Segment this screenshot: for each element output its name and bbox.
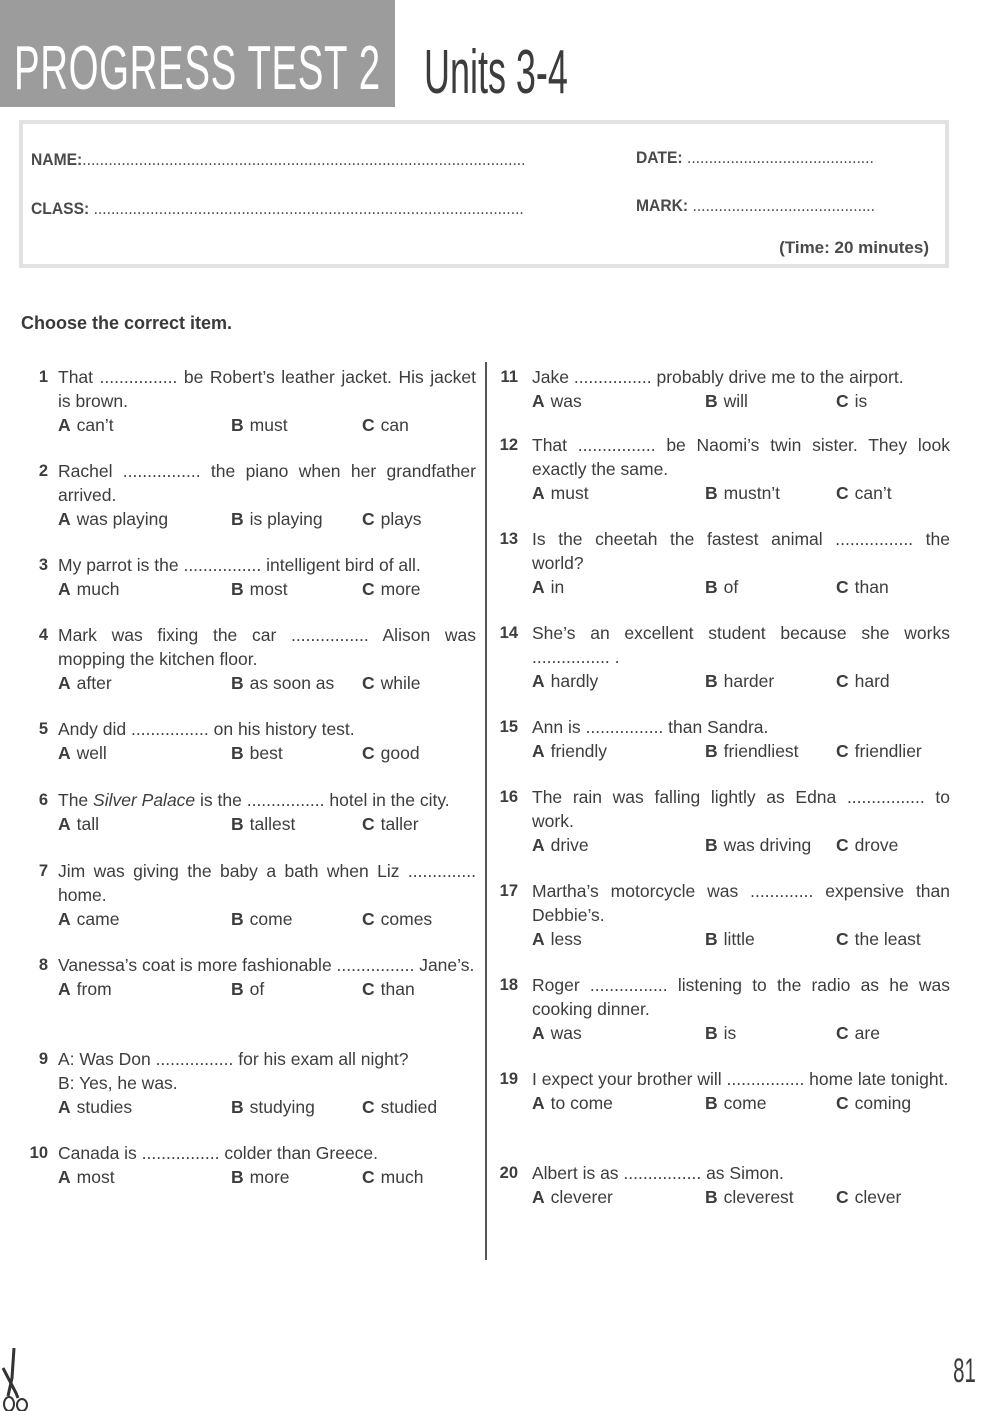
question-item bbox=[20, 953, 476, 1001]
question-item bbox=[20, 365, 476, 437]
answer-options bbox=[58, 413, 476, 437]
answer-options bbox=[532, 1091, 950, 1115]
option-letter: A bbox=[58, 673, 71, 693]
question-number: 18 bbox=[499, 976, 518, 994]
class-label: CLASS: bbox=[31, 199, 90, 218]
option-text: came bbox=[76, 909, 120, 929]
answer-options bbox=[58, 812, 476, 836]
option-text: plays bbox=[380, 509, 422, 529]
question-text-italic: Silver Palace bbox=[93, 790, 196, 810]
option-text: is bbox=[854, 391, 868, 411]
option-letter: A bbox=[532, 835, 545, 855]
option-letter: A bbox=[58, 509, 71, 529]
question-number: 10 bbox=[29, 1144, 48, 1162]
question-number: 3 bbox=[38, 556, 48, 574]
option-text: cleverest bbox=[723, 1187, 794, 1207]
option-a[interactable] bbox=[58, 977, 112, 1001]
answer-options bbox=[532, 739, 950, 763]
option-letter: B bbox=[231, 743, 244, 763]
answer-options bbox=[532, 575, 950, 599]
question-number: 2 bbox=[38, 462, 48, 480]
question-number: 5 bbox=[38, 720, 48, 738]
option-letter: C bbox=[362, 579, 375, 599]
question-item bbox=[494, 433, 950, 505]
option-b[interactable] bbox=[231, 1095, 315, 1119]
option-letter: A bbox=[532, 741, 545, 761]
option-text: was bbox=[550, 391, 582, 411]
question-item bbox=[494, 1161, 950, 1209]
option-letter: B bbox=[705, 1093, 718, 1113]
option-a[interactable] bbox=[532, 1021, 582, 1045]
option-text: studying bbox=[249, 1097, 315, 1117]
option-text: tallest bbox=[249, 814, 296, 834]
option-letter: B bbox=[231, 814, 244, 834]
question-text: That ................ be Robert’s leather jacket. His jacket is brown. bbox=[58, 367, 476, 411]
student-info-box bbox=[19, 120, 949, 268]
option-text: tall bbox=[76, 814, 100, 834]
option-letter: A bbox=[532, 577, 545, 597]
option-text: studies bbox=[76, 1097, 133, 1117]
option-a[interactable] bbox=[58, 507, 168, 531]
question-item bbox=[494, 879, 950, 951]
option-letter: B bbox=[705, 741, 718, 761]
option-letter: A bbox=[58, 814, 71, 834]
option-b[interactable] bbox=[231, 977, 264, 1001]
question-item bbox=[20, 623, 476, 695]
option-a[interactable] bbox=[58, 1165, 115, 1189]
answer-options bbox=[58, 577, 476, 601]
question-item bbox=[494, 973, 950, 1045]
option-b[interactable] bbox=[231, 1165, 290, 1189]
question-number: 7 bbox=[38, 862, 48, 880]
question-item bbox=[20, 1047, 476, 1119]
name-field[interactable] bbox=[31, 150, 525, 170]
option-letter: C bbox=[362, 1167, 375, 1187]
column-divider bbox=[485, 362, 487, 1260]
option-text: of bbox=[249, 979, 265, 999]
page-number: 81 bbox=[953, 1352, 976, 1390]
option-text: coming bbox=[854, 1093, 912, 1113]
answer-options bbox=[532, 1185, 950, 1209]
option-b[interactable] bbox=[705, 575, 738, 599]
question-number: 17 bbox=[499, 882, 518, 900]
option-letter: B bbox=[231, 979, 244, 999]
question-number: 6 bbox=[38, 791, 48, 809]
question-number: 1 bbox=[38, 368, 48, 386]
option-text: most bbox=[249, 579, 288, 599]
option-text: clever bbox=[854, 1187, 902, 1207]
question-number: 16 bbox=[499, 788, 518, 806]
option-text: come bbox=[249, 909, 293, 929]
option-letter: A bbox=[58, 579, 71, 599]
option-c[interactable] bbox=[362, 741, 420, 765]
option-letter: C bbox=[362, 979, 375, 999]
option-text: comes bbox=[380, 909, 433, 929]
option-letter: C bbox=[362, 673, 375, 693]
test-title: PROGRESS TEST 2 bbox=[14, 34, 381, 103]
option-text: can’t bbox=[854, 483, 892, 503]
option-text: most bbox=[76, 1167, 115, 1187]
option-a[interactable] bbox=[58, 1095, 132, 1119]
option-letter: C bbox=[836, 577, 849, 597]
option-text: friendlier bbox=[854, 741, 922, 761]
option-text: are bbox=[854, 1023, 880, 1043]
option-b[interactable] bbox=[231, 812, 295, 836]
question-number: 11 bbox=[500, 368, 518, 386]
option-letter: A bbox=[532, 1093, 545, 1113]
option-a[interactable] bbox=[58, 741, 107, 765]
option-letter: C bbox=[836, 1093, 849, 1113]
option-a[interactable] bbox=[532, 575, 564, 599]
option-c[interactable] bbox=[362, 1095, 437, 1119]
answer-options bbox=[58, 671, 476, 695]
option-letter: C bbox=[836, 391, 849, 411]
option-letter: A bbox=[58, 1097, 71, 1117]
option-letter: C bbox=[836, 483, 849, 503]
question-text: Vanessa’s coat is more fashionable ................ Jane’s. bbox=[58, 955, 475, 975]
option-text: friendliest bbox=[723, 741, 799, 761]
option-letter: B bbox=[705, 483, 718, 503]
question-number: 13 bbox=[499, 530, 518, 548]
instructions: Choose the correct item. bbox=[21, 313, 233, 333]
answer-options bbox=[58, 1095, 476, 1119]
option-text: the least bbox=[854, 929, 921, 949]
option-letter: C bbox=[836, 835, 849, 855]
question-text: That ................ be Naomi’s twin sister. They look exactly the same. bbox=[532, 435, 950, 479]
question-text: Roger ................ listening to the radio as he was cooking dinner. bbox=[532, 975, 950, 1019]
option-letter: B bbox=[231, 909, 244, 929]
option-b[interactable] bbox=[705, 739, 799, 763]
option-a[interactable] bbox=[532, 739, 607, 763]
option-letter: B bbox=[705, 835, 718, 855]
answer-options bbox=[532, 927, 950, 951]
time-note: (Time: 20 minutes) bbox=[779, 238, 929, 257]
question-text: My parrot is the ................ intelligent bird of all. bbox=[58, 555, 421, 575]
date-field[interactable] bbox=[636, 148, 874, 168]
option-letter: C bbox=[362, 1097, 375, 1117]
question-item bbox=[20, 788, 476, 836]
question-text: Is the cheetah the fastest animal ................ the world? bbox=[532, 529, 950, 573]
option-letter: C bbox=[836, 929, 849, 949]
option-letter: C bbox=[362, 814, 375, 834]
question-text: The rain was falling lightly as Edna ................ to work. bbox=[532, 787, 950, 831]
option-letter: A bbox=[58, 909, 71, 929]
option-text: drove bbox=[854, 835, 899, 855]
question-text: Ann is ................ than Sandra. bbox=[532, 717, 769, 737]
question-item bbox=[20, 459, 476, 531]
date-label: DATE: bbox=[636, 148, 683, 167]
question-text: Jim was giving the baby a bath when Liz .............. home. bbox=[58, 861, 476, 905]
option-c[interactable] bbox=[362, 812, 419, 836]
class-dots: ................................................................................................... bbox=[93, 199, 524, 218]
answer-options bbox=[58, 977, 476, 1001]
option-text: was driving bbox=[723, 835, 812, 855]
option-letter: A bbox=[58, 1167, 71, 1187]
option-letter: A bbox=[58, 979, 71, 999]
question-text: Martha’s motorcycle was ............. expensive than Debbie’s. bbox=[532, 881, 950, 925]
option-letter: A bbox=[532, 1187, 545, 1207]
question-item bbox=[494, 715, 950, 763]
question-text-part: is the ................ hotel in the city. bbox=[195, 790, 450, 810]
option-c[interactable] bbox=[836, 389, 867, 413]
option-a[interactable] bbox=[532, 833, 589, 857]
question-text: She’s an excellent student because she works ................ . bbox=[532, 623, 950, 667]
question-number: 12 bbox=[499, 436, 518, 454]
option-text: hard bbox=[854, 671, 890, 691]
option-b[interactable] bbox=[705, 389, 748, 413]
option-letter: C bbox=[836, 741, 849, 761]
option-c[interactable] bbox=[362, 977, 415, 1001]
question-item bbox=[494, 527, 950, 599]
option-letter: B bbox=[231, 579, 244, 599]
option-text: taller bbox=[380, 814, 419, 834]
question-item bbox=[494, 1067, 950, 1115]
option-c[interactable] bbox=[362, 907, 432, 931]
option-text: will bbox=[723, 391, 748, 411]
option-c[interactable] bbox=[836, 669, 890, 693]
option-text: much bbox=[76, 579, 120, 599]
option-text: cleverer bbox=[550, 1187, 613, 1207]
answer-options bbox=[58, 741, 476, 765]
question-text: A: Was Don ................ for his exam all night? bbox=[58, 1049, 409, 1069]
option-a[interactable] bbox=[532, 669, 598, 693]
option-c[interactable] bbox=[836, 927, 921, 951]
question-item bbox=[20, 553, 476, 601]
option-text: little bbox=[723, 929, 755, 949]
option-text: less bbox=[550, 929, 582, 949]
option-c[interactable] bbox=[836, 575, 889, 599]
option-letter: B bbox=[231, 673, 244, 693]
question-number: 19 bbox=[499, 1070, 518, 1088]
option-text: studied bbox=[380, 1097, 438, 1117]
option-text: harder bbox=[723, 671, 775, 691]
option-text: best bbox=[249, 743, 283, 763]
option-text: than bbox=[854, 577, 889, 597]
option-c[interactable] bbox=[836, 1021, 880, 1045]
name-dots: ...................................................................................................... bbox=[82, 150, 526, 169]
option-letter: B bbox=[231, 509, 244, 529]
option-text: from bbox=[76, 979, 112, 999]
option-letter: B bbox=[231, 1167, 244, 1187]
option-text: must bbox=[550, 483, 589, 503]
option-a[interactable] bbox=[58, 577, 119, 601]
answer-options bbox=[532, 833, 950, 857]
option-text: after bbox=[76, 673, 112, 693]
option-text: more bbox=[380, 579, 421, 599]
question-number: 20 bbox=[499, 1164, 518, 1182]
option-letter: A bbox=[58, 743, 71, 763]
option-text: was bbox=[550, 1023, 582, 1043]
option-text: good bbox=[380, 743, 420, 763]
option-letter: A bbox=[532, 929, 545, 949]
question-text-part: The bbox=[58, 790, 94, 810]
option-text: well bbox=[76, 743, 107, 763]
option-text: can bbox=[380, 415, 409, 435]
option-text: is bbox=[723, 1023, 737, 1043]
option-text: in bbox=[550, 577, 565, 597]
option-text: drive bbox=[550, 835, 589, 855]
question-number: 15 bbox=[499, 718, 518, 736]
option-text: friendly bbox=[550, 741, 608, 761]
class-field[interactable] bbox=[31, 199, 524, 219]
option-a[interactable] bbox=[532, 1185, 613, 1209]
answer-options bbox=[58, 907, 476, 931]
option-text: more bbox=[249, 1167, 290, 1187]
option-c[interactable] bbox=[362, 413, 409, 437]
option-text: was playing bbox=[76, 509, 169, 529]
option-c[interactable] bbox=[362, 577, 421, 601]
option-b[interactable] bbox=[231, 413, 288, 437]
option-c[interactable] bbox=[836, 481, 892, 505]
option-letter: B bbox=[705, 577, 718, 597]
option-letter: C bbox=[836, 1023, 849, 1043]
option-text: can’t bbox=[76, 415, 114, 435]
option-text: must bbox=[249, 415, 288, 435]
answer-options bbox=[58, 1165, 476, 1189]
option-letter: C bbox=[836, 671, 849, 691]
option-letter: A bbox=[532, 391, 545, 411]
option-c[interactable] bbox=[836, 1091, 911, 1115]
answer-options bbox=[532, 1021, 950, 1045]
question-text-line2: B: Yes, he was. bbox=[58, 1073, 178, 1093]
option-text: much bbox=[380, 1167, 424, 1187]
question-text: Canada is ................ colder than Greece. bbox=[58, 1143, 379, 1163]
mark-field[interactable] bbox=[636, 196, 875, 216]
option-c[interactable] bbox=[362, 1165, 423, 1189]
answer-options bbox=[532, 481, 950, 505]
option-text: is playing bbox=[249, 509, 323, 529]
option-letter: B bbox=[705, 929, 718, 949]
option-b[interactable] bbox=[705, 1021, 736, 1045]
option-b[interactable] bbox=[231, 507, 323, 531]
option-c[interactable] bbox=[362, 507, 422, 531]
option-letter: C bbox=[836, 1187, 849, 1207]
answer-options bbox=[532, 669, 950, 693]
option-a[interactable] bbox=[532, 1091, 613, 1115]
option-b[interactable] bbox=[705, 927, 755, 951]
option-text: as soon as bbox=[249, 673, 335, 693]
option-letter: A bbox=[532, 483, 545, 503]
option-c[interactable] bbox=[362, 671, 421, 695]
question-item bbox=[20, 859, 476, 931]
option-c[interactable] bbox=[836, 833, 898, 857]
option-letter: B bbox=[705, 1187, 718, 1207]
option-b[interactable] bbox=[231, 741, 283, 765]
option-c[interactable] bbox=[836, 739, 922, 763]
option-letter: B bbox=[705, 671, 718, 691]
option-a[interactable] bbox=[58, 413, 114, 437]
question-item bbox=[494, 621, 950, 693]
option-text: come bbox=[723, 1093, 767, 1113]
option-letter: B bbox=[705, 391, 718, 411]
option-text: of bbox=[723, 577, 739, 597]
option-b[interactable] bbox=[231, 907, 292, 931]
option-text: mustn’t bbox=[723, 483, 781, 503]
question-number: 8 bbox=[38, 956, 48, 974]
mark-label: MARK: bbox=[636, 196, 689, 215]
option-letter: C bbox=[362, 909, 375, 929]
question-text: I expect your brother will ................ home late tonight. bbox=[532, 1069, 949, 1089]
option-b[interactable] bbox=[705, 833, 811, 857]
date-dots: ........................................... bbox=[686, 148, 874, 167]
option-letter: A bbox=[532, 671, 545, 691]
option-a[interactable] bbox=[58, 812, 99, 836]
option-c[interactable] bbox=[836, 1185, 901, 1209]
question-number: 14 bbox=[499, 624, 518, 642]
option-a[interactable] bbox=[58, 671, 112, 695]
units-subtitle: Units 3-4 bbox=[424, 38, 568, 107]
option-b[interactable] bbox=[705, 1185, 794, 1209]
option-letter: C bbox=[362, 415, 375, 435]
option-text: while bbox=[380, 673, 421, 693]
question-number: 4 bbox=[38, 626, 48, 644]
title-band bbox=[0, 0, 395, 107]
question-text bbox=[58, 788, 476, 812]
question-number: 9 bbox=[38, 1050, 48, 1068]
option-letter: C bbox=[362, 743, 375, 763]
option-letter: B bbox=[705, 1023, 718, 1043]
option-letter: B bbox=[231, 415, 244, 435]
option-a[interactable] bbox=[532, 927, 582, 951]
option-letter: C bbox=[362, 509, 375, 529]
question-item bbox=[20, 1141, 476, 1189]
question-text: Andy did ................ on his history test. bbox=[58, 719, 355, 739]
option-b[interactable] bbox=[705, 481, 780, 505]
question-item bbox=[494, 365, 950, 413]
question-text: Jake ................ probably drive me to the airport. bbox=[532, 367, 904, 387]
option-text: to come bbox=[550, 1093, 613, 1113]
option-a[interactable] bbox=[532, 389, 582, 413]
question-item bbox=[20, 717, 476, 765]
option-text: than bbox=[380, 979, 415, 999]
name-label: NAME: bbox=[31, 150, 83, 169]
option-b[interactable] bbox=[231, 577, 288, 601]
option-b[interactable] bbox=[705, 1091, 766, 1115]
question-text: Rachel ................ the piano when her grandfather arrived. bbox=[58, 461, 476, 505]
option-a[interactable] bbox=[532, 481, 589, 505]
question-text: Albert is as ................ as Simon. bbox=[532, 1163, 784, 1183]
scissors-icon bbox=[0, 1348, 30, 1411]
mark-dots: .......................................... bbox=[692, 196, 875, 215]
question-text: Mark was fixing the car ................ Alison was mopping the kitchen floor. bbox=[58, 625, 476, 669]
answer-options bbox=[58, 507, 476, 531]
option-b[interactable] bbox=[705, 669, 774, 693]
option-b[interactable] bbox=[231, 671, 334, 695]
option-letter: B bbox=[231, 1097, 244, 1117]
option-text: hardly bbox=[550, 671, 599, 691]
option-letter: A bbox=[532, 1023, 545, 1043]
option-letter: A bbox=[58, 415, 71, 435]
option-a[interactable] bbox=[58, 907, 119, 931]
question-item bbox=[494, 785, 950, 857]
answer-options bbox=[532, 389, 950, 413]
